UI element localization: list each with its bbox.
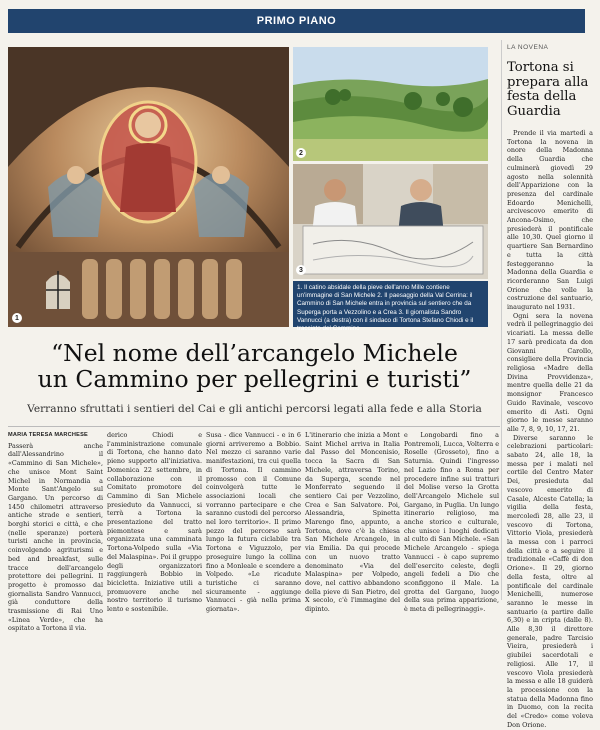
landscape-illustration: [293, 47, 488, 161]
article-column-3: Susa - dice Vannucci - e in 6 giorni arriveremo a Bobbio. Nel mezzo ci saranno varie manifestazioni, tra cui quella di Tortona. Il cammino promosso con il Comune coinvolgerà tutte le associazioni locali che vorranno partecipare e che saranno custodi del percorso nel loro territorio». Il primo pezzo del percorso sarà lungo la futura ciclabile tra Tortona e Viguzzolo, per proseguire lungo la collina fino a Monleale e scendere a Volpedo. «Le ricadute turistiche ci saranno sicuramente - aggiunge Vannucci - già nella prima giornata».: [206, 431, 301, 614]
article-column-2: derico Chiodi e l'amministrazione comunale di Tortona, che hanno dato pieno supporto all'iniziativa. Domenica 22 settembre, in collaborazione con il Comitato promotore del Cammino di San Michele presieduto da Vannucci, si terrà a Tortona la presentazione del tratto piemontese e sarà organizzata una camminata Tortona-Volpedo sulla «Via del Malaspina». Poi il gruppo degli organizzatori raggiungerà Bobbio in bicicletta. Iniziative utili a promuovere anche nel nostro territorio il turismo lento e sostenibile.: [107, 431, 202, 614]
sidebar-body: [507, 129, 593, 730]
sidebar-paragraph-2: Ogni sera la novena vedrà il pellegrinaggio dei vicariati. La messa delle 17 sarà predicata da don Giovanni Carollo, consigliere della Provincia religiosa «Madre della Divina Provvidenza», mentre quella delle 21 da monsignor Francesco Guido Ravinale, vescovo emerito di Asti. Ogni giorno le messe saranno alle 7, 8, 9, 10, 17, 21.: [507, 311, 593, 433]
photo-two-men-map: [293, 164, 488, 279]
sidebar-title: Tortona si prepara alla festa della Guardia: [507, 60, 589, 119]
photo-number-badge: 1: [12, 313, 22, 323]
article-column-1: [8, 431, 103, 633]
column-text: Passerà anche dall'Alessandrino il «Cammino di San Michele», che unisce Mont Saint Michel in Normandia a Monte Sant'Angelo sul Gargano. Un percorso di 1450 chilometri attraverso antiche strade e sentieri, borghi storici e città, e che (nelle speranze) porterà turisti anche in provincia, coinvolgendo agriturismi e bed and breakfast, sulle tracce dell'arcangelo protettore dei pellegrini. Il progetto è promosso dal giornalista Sandro Vannucci, già conduttore della trasmissione di Rai Uno «Linea Verde», che ha ospitato a Tortona il via.: [8, 441, 103, 633]
sidebar-novena: [501, 40, 593, 729]
sidebar-kicker: LA NOVENA: [507, 44, 549, 51]
photo-landscape: [293, 47, 488, 161]
article-headline: [12, 340, 497, 392]
section-banner: PRIMO PIANO: [8, 9, 585, 33]
divider: [8, 426, 500, 427]
photo-apse-fresco: [8, 47, 289, 327]
byline: MARIA TERESA MARCHESE: [8, 432, 88, 438]
article-column-4: L'itinerario che inizia a Mont Saint Michel arriva in Italia dal Passo del Moncenisio, tocca la Sacra di San Michele, attraversa Torino, da Superga, scende nel Monferrato seguendo il sentiero Cai per Vezzolino, Crea e San Salvatore. Poi, Alessandria, Spinetta Marengo fino, appunto, a Tortona, dove c'è la chiesa San Michele Arcangelo, in via Emilia. Da qui procede con un nuovo tratto denominato «Via del Malaspina» per Volpedo, dove, nel cattivo abbandono della pieve di San Pietro, del X secolo, c'è l'immagine del dipinto.: [305, 431, 400, 614]
fresco-illustration: [8, 47, 289, 327]
photo-caption: 1. Il catino absidale della pieve dell'anno Mille contiene un'immagine di San Michele 2. Il paesaggio della Val Cerrina: il Cammino di San Michele entra in provincia sul sentiero che da Superga porta a Vezzolino e a Crea 3. Il giornalista Sandro Vannucci (a destra) con il sindaco di Tortona Stefano Chiodi e il tracciato del Cammino: [293, 281, 488, 327]
men-with-map-illustration: [293, 164, 488, 279]
article-column-5: e Longobardi fino a Pontremoli, Lucca, Volterra e Roselle (Grosseto), fino a Saturnia. Quindi l'ingresso nel Lazio fino a Roma per procedere infine sui tratturi del Molise verso la Grotta dell'Arcangelo Michele sul Gargano, in Puglia. Un lungo itinerario religioso, ma anche storico e culturale, che unisce i luoghi dedicati al culto di San Michele. «San Michele Arcangelo - spiega Vannucci - è capo supremo dell'esercito celeste, degli angeli fedeli a Dio che sconfiggono il Male. La grotta del Gargano, luogo della sua prima apparizione, è meta di pellegrinaggi».: [404, 431, 499, 614]
photo-number-badge: 2: [296, 148, 306, 158]
sidebar-paragraph-1: Prende il via martedì a Tortona la novena in onore della Madonna della Guardia che culminerà giovedì 29 agosto nella solennità dell'Apparizione con la presenza del cardinale Edoardo Menichelli, arcivescovo emerito di Ancona-Osimo, che presiederà il pontificale alle 10,30. Quel giorno il quartiere San Bernardino e tutta la città festeggeranno la Madonna della Guardia e ricorderanno San Luigi Orione che volle la costruzione del santuario, inaugurato nel 1931.: [507, 129, 593, 312]
headline-line-1: “Nel nome dell’arcangelo Michele: [51, 339, 458, 367]
sidebar-paragraph-3: Diverse saranno le celebrazioni particolari: sabato 24, alle 18, la messa per i malati nel cortile del Centro Mater Dei, presieduta dal vescovo emerito di Casale, Alceste Catella; la vigilia della festa, mercoledì 28, alle 23, il vescovo di Tortona, Vittorio Viola, presiederà la messa con i parroci della città e a seguire il tradizionale «Caffè di don Orione». Il 29, giorno della festa, oltre al pontificale del cardinale Menichelli, numerose saranno le messe in santuario (a partire dalle 6,30) e in cripta (dalle 8). Alle 8,30 il direttore generale, padre Tarcisio Vieira, presiederà i giubilei sacerdotali e religiosi. Alle 17, il vescovo Viola presiederà la messa e alle 18 guiderà la processione con la statua della Madonna fino in Duomo, con la recita del «Credo» come voleva Don Orione.: [507, 433, 593, 729]
headline-line-2: un Cammino per pellegrini e turisti”: [37, 365, 472, 393]
article-subheadline: Verranno sfruttati i sentieri del Cai e gli antichi percorsi legati alla fede e alla Storia: [27, 403, 482, 415]
photo-number-badge: 3: [296, 265, 306, 275]
